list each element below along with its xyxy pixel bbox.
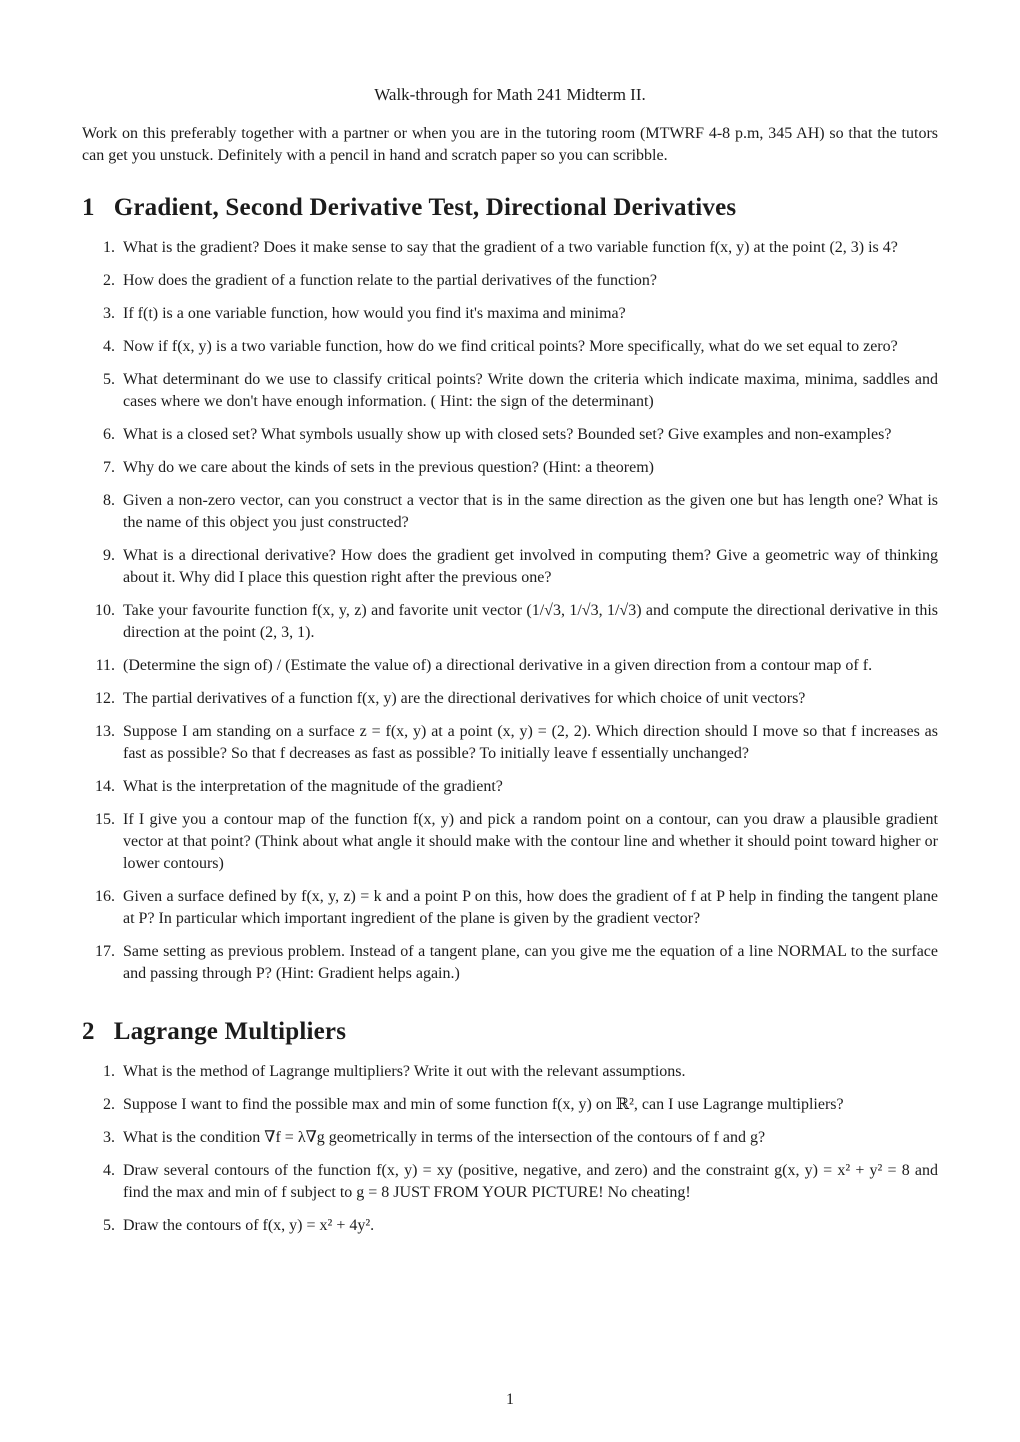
item-number: 13.: [95, 723, 115, 740]
item-number: 4.: [103, 338, 115, 355]
question-item: [82, 941, 938, 985]
section-1-number: 1: [82, 194, 95, 221]
item-number: 8.: [103, 492, 115, 509]
item-number: 2.: [103, 272, 115, 289]
item-text: What is a closed set? What symbols usually show up with closed sets? Bounded set? Give examples and non-examples?: [123, 426, 892, 443]
item-text: Given a non-zero vector, can you construct a vector that is in the same direction as the given one but has length one? What is the name of this object you just constructed?: [123, 492, 938, 531]
item-text: Why do we care about the kinds of sets in the previous question? (Hint: a theorem): [123, 459, 654, 476]
question-item: [82, 776, 938, 798]
item-number: 5.: [103, 371, 115, 388]
item-text: What is the method of Lagrange multipliers? Write it out with the relevant assumptions.: [123, 1063, 686, 1080]
section-2-number: 2: [82, 1018, 95, 1045]
question-item: [82, 545, 938, 589]
item-number: 3.: [103, 1129, 115, 1146]
item-text: (Determine the sign of) / (Estimate the value of) a directional derivative in a given direction from a contour map of f.: [123, 657, 873, 674]
section-2-question-list: [82, 1061, 938, 1237]
section-1-heading: [82, 193, 938, 223]
item-number: 17.: [95, 943, 115, 960]
item-number: 6.: [103, 426, 115, 443]
item-number: 1.: [103, 239, 115, 256]
item-text: What is the gradient? Does it make sense to say that the gradient of a two variable function f(x, y) at the point (2, 3) is 4?: [123, 239, 898, 256]
question-item: [82, 600, 938, 644]
item-number: 9.: [103, 547, 115, 564]
question-item: [82, 1094, 938, 1116]
question-item: [82, 1215, 938, 1237]
item-text: If I give you a contour map of the function f(x, y) and pick a random point on a contour, can you draw a plausible gradient vector at that point? (Think about what angle it should make with the contour line and whether it should point toward higher or lower contours): [123, 811, 938, 872]
question-item: [82, 369, 938, 413]
item-number: 15.: [95, 811, 115, 828]
item-number: 2.: [103, 1096, 115, 1113]
question-item: [82, 1127, 938, 1149]
item-number: 11.: [95, 657, 115, 674]
item-text: Take your favourite function f(x, y, z) and favorite unit vector (1/√3, 1/√3, 1/√3) and compute the directional derivative in this direction at the point (2, 3, 1).: [123, 602, 938, 641]
question-item: [82, 721, 938, 765]
item-text: What determinant do we use to classify critical points? Write down the criteria which indicate maxima, minima, saddles and cases where we don't have enough information. ( Hint: the sign of the determinant): [123, 371, 938, 410]
item-text: What is a directional derivative? How does the gradient get involved in computing them? Give a geometric way of thinking about it. Why did I place this question right after the previous one?: [123, 547, 938, 586]
question-item: [82, 1160, 938, 1204]
item-number: 14.: [95, 778, 115, 795]
item-number: 10.: [95, 602, 115, 619]
item-text: Same setting as previous problem. Instead of a tangent plane, can you give me the equation of a line NORMAL to the surface and passing through P? (Hint: Gradient helps again.): [123, 943, 938, 982]
item-text: What is the condition ∇f = λ∇g geometrically in terms of the intersection of the contours of f and g?: [123, 1129, 766, 1146]
question-item: [82, 688, 938, 710]
item-text: Draw several contours of the function f(x, y) = xy (positive, negative, and zero) and the constraint g(x, y) = x² + y² = 8 and find the max and min of f subject to g = 8 JUST FROM YOUR PICTURE! No cheating!: [123, 1162, 938, 1201]
item-text: Given a surface defined by f(x, y, z) = k and a point P on this, how does the gradient of f at P help in finding the tangent plane at P? In particular which important ingredient of the plane is given by the gradient vector?: [123, 888, 938, 927]
item-text: Suppose I am standing on a surface z = f(x, y) at a point (x, y) = (2, 2). Which direction should I move so that f increases as fast as possible? So that f decreases as fast as possible? To initially leave f essentially unchanged?: [123, 723, 938, 762]
item-text: The partial derivatives of a function f(x, y) are the directional derivatives for which choice of unit vectors?: [123, 690, 806, 707]
question-item: [82, 303, 938, 325]
item-number: 3.: [103, 305, 115, 322]
question-item: [82, 424, 938, 446]
section-2-title: Lagrange Multipliers: [113, 1018, 347, 1045]
item-number: 7.: [103, 459, 115, 476]
question-item: [82, 490, 938, 534]
question-item: [82, 237, 938, 259]
item-number: 12.: [95, 690, 115, 707]
question-item: [82, 655, 938, 677]
item-text: What is the interpretation of the magnitude of the gradient?: [123, 778, 503, 795]
intro-paragraph: Work on this preferably together with a partner or when you are in the tutoring room (MTWRF 4-8 p.m, 345 AH) so that the tutors can get you unstuck. Definitely with a pencil in hand and scratch paper so you can scribble.: [82, 125, 938, 164]
question-item: [82, 886, 938, 930]
page-number: 1: [506, 1391, 514, 1408]
question-item: [82, 270, 938, 292]
section-2-heading: [82, 1017, 938, 1047]
question-item: [82, 336, 938, 358]
item-text: How does the gradient of a function relate to the partial derivatives of the function?: [123, 272, 658, 289]
question-item: [82, 457, 938, 479]
item-number: 16.: [95, 888, 115, 905]
section-1-title: Gradient, Second Derivative Test, Directional Derivatives: [113, 194, 737, 221]
item-text: Suppose I want to find the possible max and min of some function f(x, y) on ℝ², can I use Lagrange multipliers?: [123, 1096, 844, 1113]
item-text: If f(t) is a one variable function, how would you find it's maxima and minima?: [123, 305, 626, 322]
question-item: [82, 1061, 938, 1083]
item-text: Now if f(x, y) is a two variable function, how do we find critical points? More specifically, what do we set equal to zero?: [123, 338, 898, 355]
section-1-question-list: [82, 237, 938, 985]
item-text: Draw the contours of f(x, y) = x² + 4y².: [123, 1217, 375, 1234]
item-number: 5.: [103, 1217, 115, 1234]
question-item: [82, 809, 938, 875]
item-number: 1.: [103, 1063, 115, 1080]
document-title: Walk-through for Math 241 Midterm II.: [374, 85, 646, 104]
item-number: 4.: [103, 1162, 115, 1179]
